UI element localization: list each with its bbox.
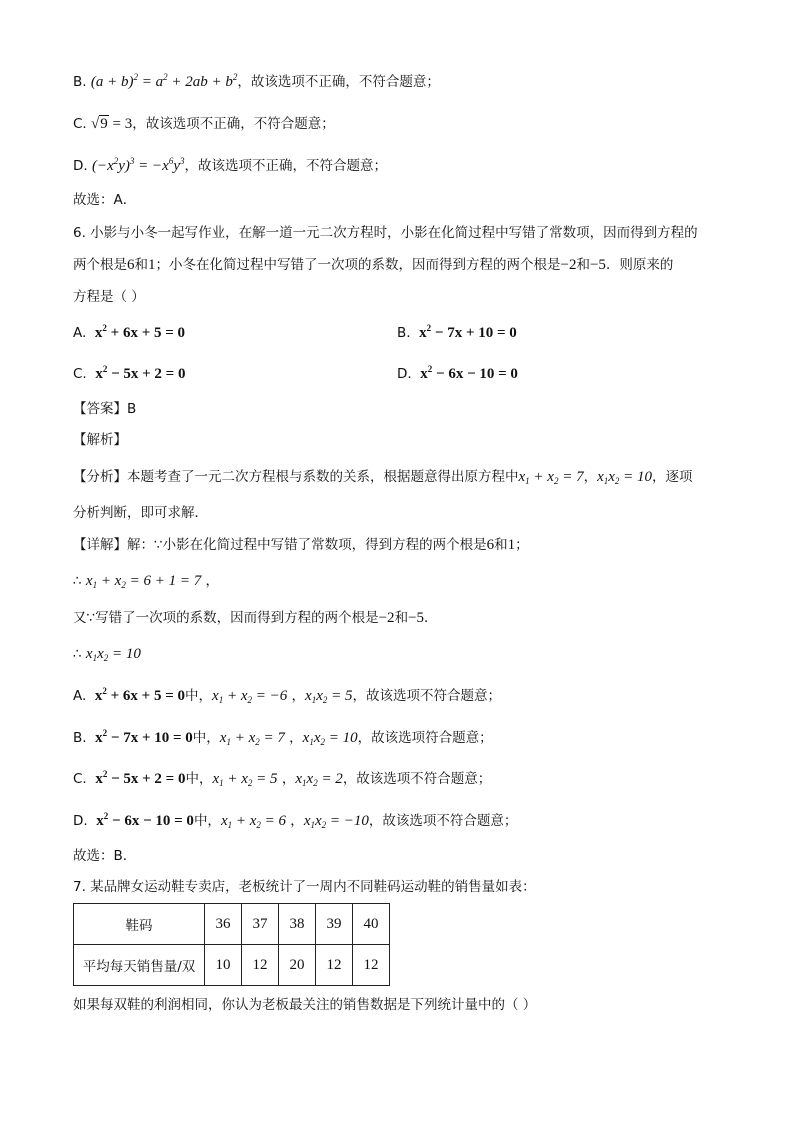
q6-option-c-label: C. — [73, 366, 87, 382]
q6-check-d-result: ，故该选项不符合题意； — [368, 813, 518, 829]
prev-answer: 故选：A． — [73, 192, 137, 208]
prev-option-c-text: ，故该选项不正确，不符合题意； — [132, 116, 335, 132]
table-header-size: 鞋码 — [74, 904, 205, 945]
prev-option-d-text: ，故该选项不正确，不符合题意； — [184, 158, 387, 174]
q6-stem-line2b: ；小冬在化简过程中写错了一次项的系数，因而得到方程的两个根是 — [155, 257, 561, 273]
q6-option-a-label: A. — [73, 325, 87, 341]
table-cell: 38 — [279, 904, 316, 945]
prev-option-b-text: ，故该选项不正确，不符合题意； — [237, 74, 440, 90]
table-header-sales: 平均每天销售量/双 — [74, 945, 205, 986]
q6-fenxi-line2: 分析判断，即可求解． — [73, 505, 208, 521]
q7-stem: 7. 某品牌女运动鞋专卖店，老板统计了一周内不同鞋码运动鞋的销售量如表： — [73, 879, 536, 895]
q6-step1: ∴ $x_1 + x_2 = 6 + 1 = 7$ ， — [73, 573, 220, 590]
q6-stem-line2c: ．则原来的 — [605, 257, 674, 273]
q6-check-b-result: ，故该选项符合题意； — [357, 730, 493, 746]
q6-check-b: B. $x^2 - 7x + 10 = 0$中，$x_1 + x_2 = 7$ ，$x_1x_2 = 10$，故该选项符合题意； — [73, 728, 493, 747]
q6-option-b-label: B. — [397, 325, 411, 341]
q6-fenxi-line1: 【分析】本题考查了一元二次方程根与系数的关系，根据题意得出原方程中$x_1 + x_2 = 7$，$x_1x_2 = 10$，逐项 — [73, 469, 693, 486]
table-cell: 39 — [316, 904, 353, 945]
q6-check-d-zhong: 中， — [193, 813, 221, 829]
prev-option-b: B. $(a + b)^2 = a^2 + 2ab + b^2$，故该选项不正确，不符合题意； — [73, 72, 440, 90]
q6-stem-line2a: 两个根是 — [73, 257, 127, 273]
q6-stem-line2: 两个根是6和1；小冬在化简过程中写错了一次项的系数，因而得到方程的两个根是−2和−5．则原来的 — [73, 257, 674, 273]
q6-step3: ∴ $x_1x_2 = 10$ — [73, 646, 141, 663]
q6-xiangjie-line1: 【详解】解：∵小影在化简过程中写错了常数项，得到方程的两个根是6和1； — [73, 537, 529, 553]
q6-option-d: D. $x^2 - 6x - 10 = 0$ — [397, 364, 518, 382]
q6-check-a-zhong: 中， — [185, 688, 213, 704]
q6-answer-label: 【答案】B — [73, 401, 137, 417]
table-cell: 12 — [353, 945, 390, 986]
q6-final-answer: 故选：B． — [73, 848, 137, 864]
q6-check-c: C. $x^2 - 5x + 2 = 0$中，$x_1 + x_2 = 5$ ，$x_1x_2 = 2$，故该选项不符合题意； — [73, 769, 492, 788]
q6-xiangjie-a: 【详解】解：∵小影在化简过程中写错了常数项，得到方程的两个根是 — [73, 537, 487, 553]
q6-stem-line1: 6. 小影与小冬一起写作业，在解一道一元二次方程时，小影在化简过程中写错了常数项，因而得到方程的 — [73, 225, 698, 241]
table-cell: 37 — [242, 904, 279, 945]
q6-check-a-result: ，故该选项不符合题意； — [352, 688, 501, 704]
q6-check-c-zhong: 中， — [185, 771, 213, 787]
table-row — [74, 904, 390, 945]
q6-option-d-label: D. — [397, 366, 412, 382]
table-cell: 20 — [279, 945, 316, 986]
q6-step2-a: 又∵写错了一次项的系数，因而得到方程的两个根是 — [73, 610, 379, 626]
q6-step2: 又∵写错了一次项的系数，因而得到方程的两个根是−2和−5． — [73, 610, 438, 626]
q6-stem-line3: 方程是（ ） — [73, 289, 145, 305]
q6-fenxi-a: 【分析】本题考查了一元二次方程根与系数的关系，根据题意得出原方程中 — [73, 469, 519, 485]
table-cell: 40 — [353, 904, 390, 945]
q6-check-a: A. $x^2 + 6x + 5 = 0$中，$x_1 + x_2 = -6$ ，$x_1x_2 = 5$，故该选项不符合题意； — [73, 686, 501, 705]
table-cell: 12 — [316, 945, 353, 986]
q6-option-c: C. $x^2 - 5x + 2 = 0$ — [73, 364, 186, 382]
q6-check-b-zhong: 中， — [192, 730, 220, 746]
q6-check-c-result: ，故该选项不符合题意； — [342, 771, 492, 787]
table-row — [74, 945, 390, 986]
q6-option-a: A. $x^2 + 6x + 5 = 0$ — [73, 323, 186, 341]
q6-analysis-label: 【解析】 — [73, 432, 127, 448]
prev-option-d: D. $(-x^2y)^3 = -x^6y^3$，故该选项不正确，不符合题意； — [73, 156, 387, 174]
table-cell: 12 — [242, 945, 279, 986]
q7-question: 如果每双鞋的利润相同，你认为老板最关注的销售数据是下列统计量中的（ ） — [73, 997, 537, 1013]
q6-check-d: D. $x^2 - 6x - 10 = 0$中，$x_1 + x_2 = 6$ ，$x_1x_2 = -10$，故该选项不符合题意； — [73, 811, 518, 830]
table-cell: 10 — [205, 945, 242, 986]
q6-step2-b: ． — [424, 610, 438, 626]
q6-option-b: B. $x^2 - 7x + 10 = 0$ — [397, 323, 517, 341]
q6-fenxi-b: ，逐项 — [652, 469, 693, 485]
sales-table — [73, 903, 390, 986]
prev-option-c: C. √9 = 3，故该选项不正确，不符合题意； — [73, 116, 335, 132]
table-cell: 36 — [205, 904, 242, 945]
q6-xiangjie-b: ； — [515, 537, 529, 553]
